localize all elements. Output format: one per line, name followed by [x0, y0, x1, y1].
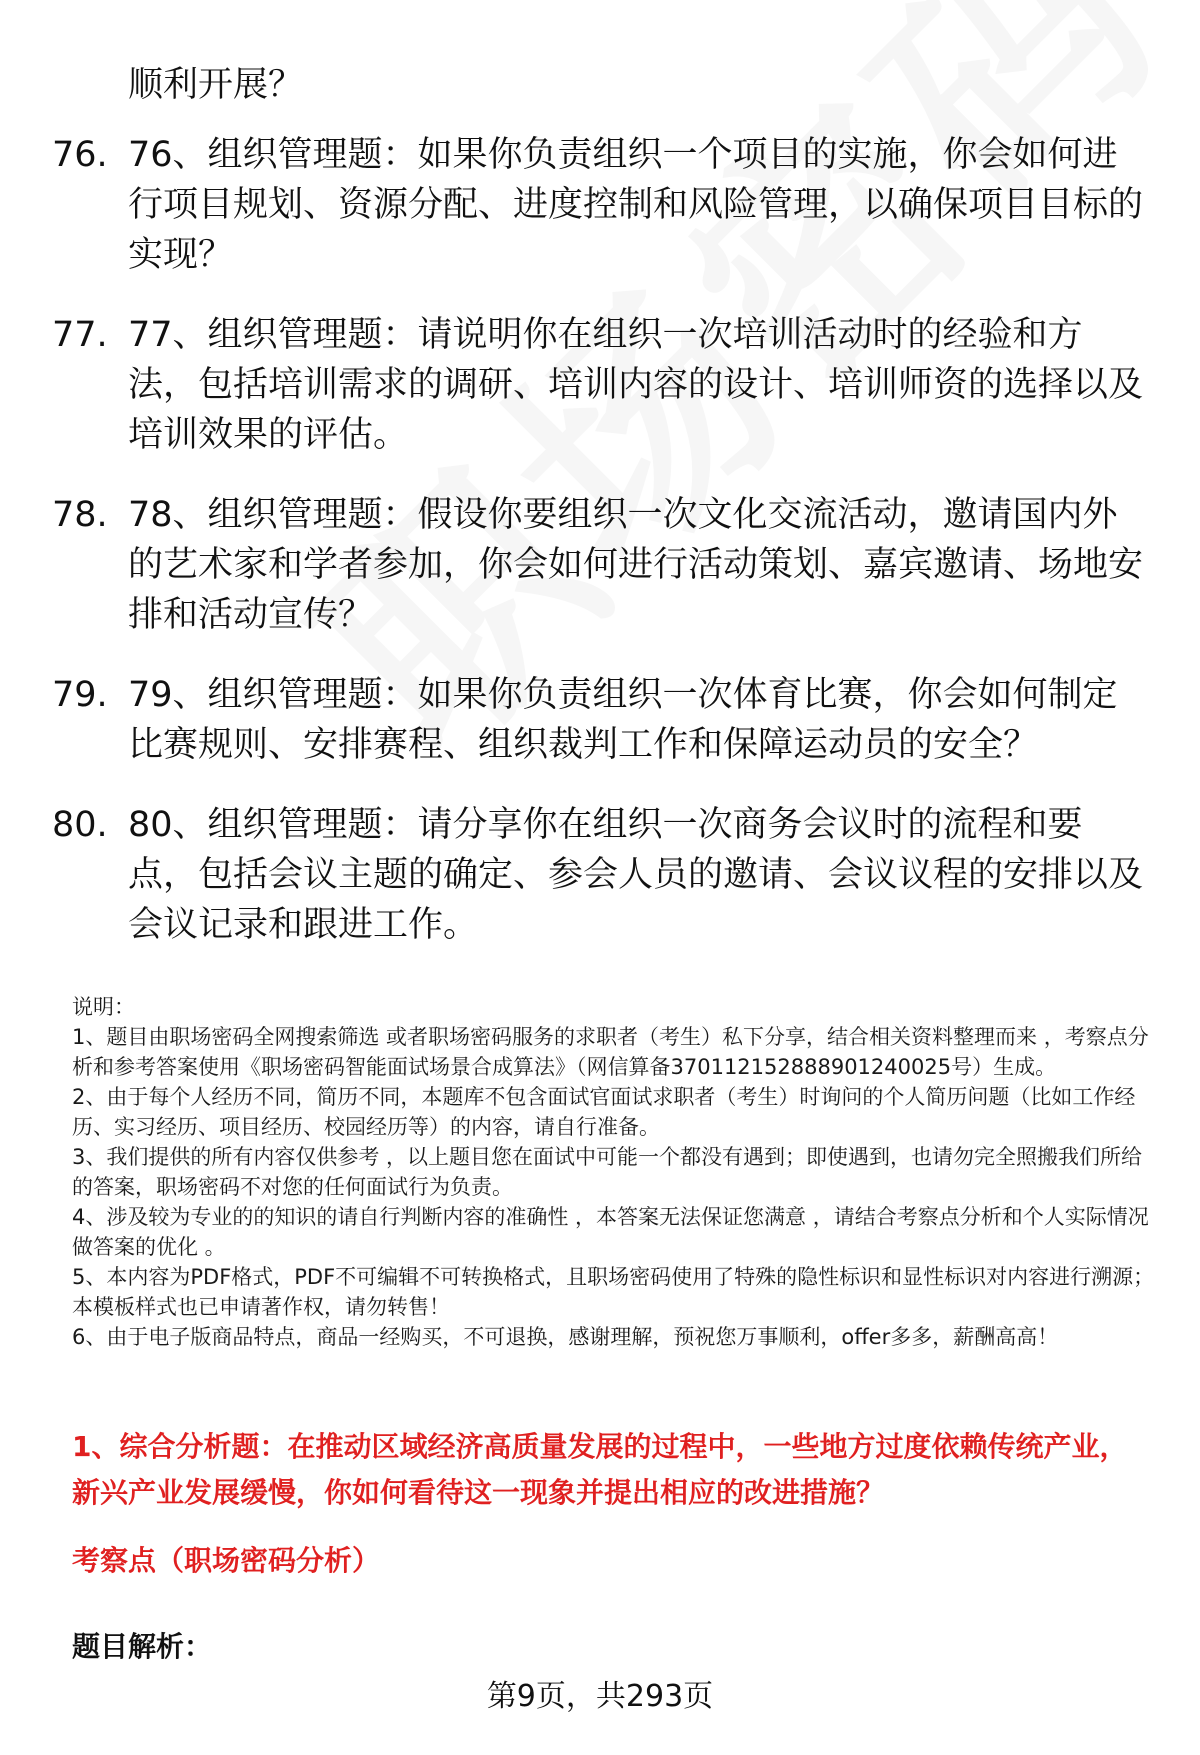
note-item: 4、涉及较为专业的的知识的请自行判断内容的准确性 ，本答案无法保证您满意 ，请结合考察点分析和个人实际情况做答案的优化 。 [72, 1205, 1149, 1259]
section-analysis-label: 题目解析： [72, 1630, 213, 1663]
question-text: 78、组织管理题：假设你要组织一次文化交流活动，邀请国内外的艺术家和学者参加，你会如何进行活动策划、嘉宾邀请、场地安排和活动宣传？ [128, 495, 1144, 635]
note-item: 2、由于每个人经历不同，简历不同，本题库不包含面试官面试求职者（考生）时询问的个人简历问题（比如工作经历、实习经历、项目经历、校园经历等）的内容，请自行准备。 [72, 1085, 1136, 1139]
note-item: 3、我们提供的所有内容仅供参考 ，以上题目您在面试中可能一个都没有遇到；即使遇到，也请勿完全照搬我们所给的答案，职场密码不对您的任何面试行为负责。 [72, 1145, 1143, 1199]
question-number: 77. [52, 315, 108, 355]
question-number: 79. [52, 675, 108, 715]
section-point: 考察点（职场密码分析） [72, 1544, 381, 1577]
question-text: 80、组织管理题：请分享你在组织一次商务会议时的流程和要点，包括会议主题的确定、参会人员的邀请、会议议程的安排以及会议记录和跟进工作。 [128, 805, 1144, 945]
question-item [52, 800, 1152, 950]
question-item [52, 130, 1152, 280]
question-item [52, 310, 1152, 460]
question-number: 78. [52, 495, 108, 535]
question-text: 79、组织管理题：如果你负责组织一次体育比赛，你会如何制定比赛规则、安排赛程、组织裁判工作和保障运动员的安全？ [128, 675, 1118, 765]
section-question: 1、综合分析题：在推动区域经济高质量发展的过程中，一些地方过度依赖传统产业，新兴产业发展缓慢，你如何看待这一现象并提出相应的改进措施？ [72, 1430, 1128, 1509]
note-item: 1、题目由职场密码全网搜索筛选 或者职场密码服务的求职者（考生）私下分享，结合相关资料整理而来 ，考察点分析和参考答案使用《职场密码智能面试场景合成算法》（网信算备370112152888901240025号）生成。 [72, 1025, 1149, 1079]
note-item: 5、本内容为PDF格式，PDF不可编辑不可转换格式，且职场密码使用了特殊的隐性标识和显性标识对内容进行溯源；本模板样式也已申请著作权，请勿转售！ [72, 1265, 1155, 1319]
question-item [52, 670, 1152, 770]
question-item [52, 490, 1152, 640]
continuation-text: 顺利开展？ [128, 65, 304, 105]
question-number: 76. [52, 135, 108, 175]
notes-section [72, 992, 1162, 1352]
question-text: 76、组织管理题：如果你负责组织一个项目的实施，你会如何进行项目规划、资源分配、进度控制和风险管理，以确保项目目标的实现？ [128, 135, 1144, 275]
question-number: 80. [52, 805, 108, 845]
page-footer: 第9页，共293页 [486, 1679, 714, 1714]
note-item: 6、由于电子版商品特点，商品一经购买，不可退换，感谢理解，预祝您万事顺利，offer多多，薪酬高高！ [72, 1325, 1059, 1349]
notes-heading: 说明： [72, 995, 135, 1019]
question-text: 77、组织管理题：请说明你在组织一次培训活动时的经验和方法，包括培训需求的调研、培训内容的设计、培训师资的选择以及培训效果的评估。 [128, 315, 1144, 455]
